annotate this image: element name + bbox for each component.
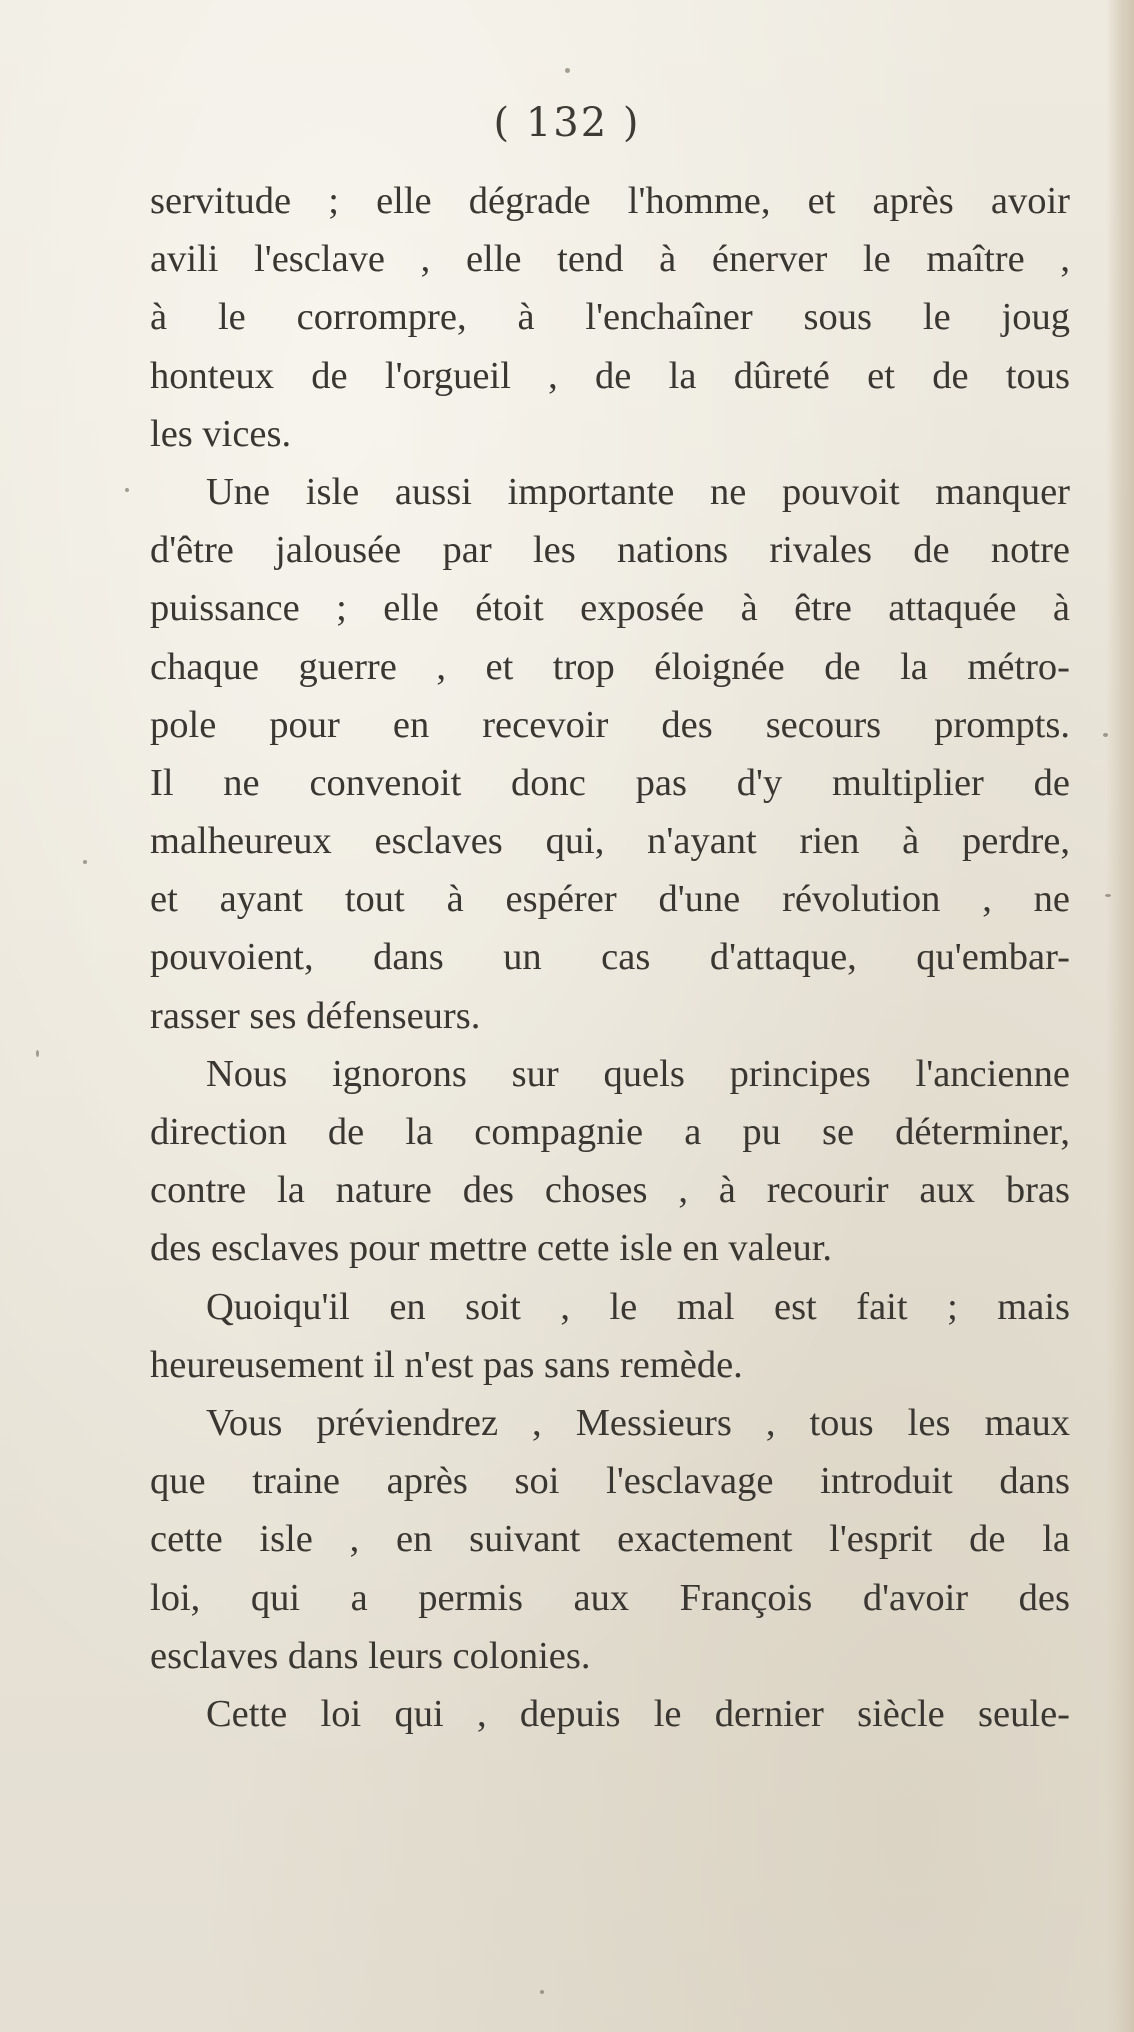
text-line: Vous préviendrez , Messieurs , tous les maux [206,1401,1070,1444]
text-line: Une isle aussi importante ne pouvoit manquer [206,470,1070,513]
paper-speck [565,68,570,73]
text-line: chaque guerre , et trop éloignée de la métro- [150,645,1070,688]
text-line: les vices. [150,412,292,455]
text-line: contre la nature des choses , à recourir aux bras [150,1169,1070,1212]
text-line: pole pour en recevoir des secours prompts. [150,703,1070,746]
text-line: Cette loi qui , depuis le dernier siècle seule- [206,1692,1070,1735]
text-line: servitude ; elle dégrade l'homme, et après avoir [150,180,1070,222]
paper-speck [1105,894,1111,897]
paper-speck [125,488,129,492]
text-line: avili l'esclave , elle tend à énerver le maître , [150,238,1070,281]
text-line: loi, qui a permis aux François d'avoir des [150,1576,1070,1619]
text-line: Quoiqu'il en soit , le mal est fait ; mais [206,1285,1070,1328]
text-line: cette isle , en suivant exactement l'esprit de la [150,1518,1070,1561]
text-line: des esclaves pour mettre cette isle en valeur. [150,1227,833,1270]
text-line: honteux de l'orgueil , de la dûreté et de tous [150,354,1070,397]
text-line: heureusement il n'est pas sans remède. [150,1343,743,1386]
page-edge-shadow [1106,0,1134,2032]
text-line: puissance ; elle étoit exposée à être attaquée à [150,587,1070,630]
paper-speck [36,1050,39,1057]
text-line: Nous ignorons sur quels principes l'ancienne [206,1052,1070,1095]
page-text [150,172,1070,1743]
paper-speck [83,860,87,864]
text-line: pouvoient, dans un cas d'attaque, qu'embar- [150,936,1070,979]
text-line: et ayant tout à espérer d'une révolution , ne [150,878,1070,921]
paper-speck [540,1990,544,1994]
text-line: malheureux esclaves qui, n'ayant rien à perdre, [150,820,1070,863]
text-line: esclaves dans leurs colonies. [150,1634,591,1677]
paper-speck [1103,733,1108,737]
text-line: Il ne convenoit donc pas d'y multiplier de [150,761,1070,804]
text-line: d'être jalousée par les nations rivales de notre [150,529,1070,572]
text-line: direction de la compagnie a pu se déterminer, [150,1111,1070,1153]
text-line: rasser ses défenseurs. [150,994,481,1037]
text-line: que traine après soi l'esclavage introduit dans [150,1460,1070,1503]
page-number: ( 132 ) [493,100,641,146]
text-line: à le corrompre, à l'enchaîner sous le joug [150,296,1070,339]
